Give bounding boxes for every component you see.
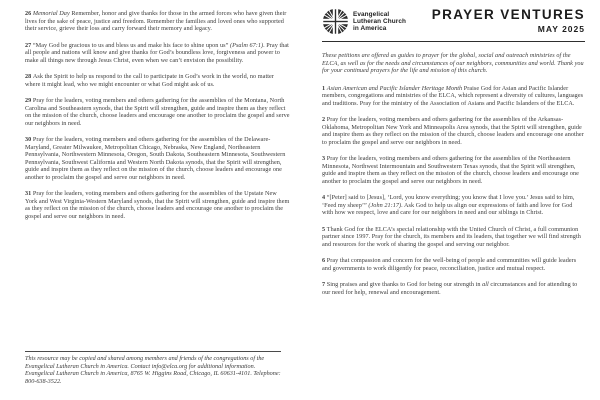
text-segment: Asian American and Pacific Islander Heritage Month xyxy=(326,84,463,92)
footer-note xyxy=(25,351,283,385)
text-segment: Pray for the leaders, voting members and others gathering for the assemblies of the Montana, North Carolina and Southeastern synods, that the Spirit will strengthen, guide and inspire them as they reflect on the mission of the church, choose leaders and encourage one another to proclaim the gospel and serve our neighbors in need. xyxy=(25,97,290,127)
right-prayer-items xyxy=(322,85,585,297)
text-segment: Pray for the leaders, voting members and others gathering for the assemblies of the Arkansas-Oklahoma, Metropolitan New York and Minneapolis Area synods, that the Spirit will strengthen, guide and inspire them as they reflect on the mission of the church, choose leaders and encourage one another to proclaim the gospel and serve our neighbors in need. xyxy=(322,116,584,146)
text-segment: Praise God for Asian and Pacific Islander members, congregations and ministries of the ELCA, which represent a diversity of cultures, languages and traditions. Pray for the ministry of the Association of Asians and Pacific Islanders of the ELCA. xyxy=(322,84,584,107)
prayer-item xyxy=(322,226,585,249)
text-segment: Sing praises and give thanks to God for being our strength in xyxy=(326,281,483,288)
text-segment: . Pray that all people and nations will know and give thanks for God’s boundless love, forgiveness and power to make all things new through Jesus Christ, even when we can’t envision the possibility. xyxy=(25,41,289,64)
prayer-item xyxy=(25,73,290,88)
text-segment: 27 xyxy=(25,41,33,49)
text-segment: These petitions are offered as guides to prayer for the global, social and outreach ministries of the ELCA, as well as for the needs and circumstances of our neighbors, communities and world. Thank you for your continued prayers for the life and mission of this church. xyxy=(322,52,584,74)
logo-line-2: Lutheran Church xyxy=(353,17,406,25)
logo-line-3: in America xyxy=(353,25,387,33)
prayer-item xyxy=(25,190,290,220)
text-segment: Pray that compassion and concern for the well-being of people and communities will guide leaders and governments to work diligently for peace, reconciliation, justice and mutual respect. xyxy=(322,257,577,272)
logo-line-1: Evangelical xyxy=(353,10,390,18)
text-segment: 4 xyxy=(322,194,327,201)
logo-wordmark xyxy=(353,11,406,33)
newsletter-title: PRAYER VENTURES xyxy=(431,7,585,22)
prayer-item xyxy=(322,155,585,185)
text-segment: 2 xyxy=(322,116,327,123)
left-prayer-items xyxy=(25,10,290,220)
text-segment: Pray for the leaders, voting members and others gathering for the assemblies of the Delaware-Maryland, Greater Milwaukee, Metropolitan Chicago, Nebraska, New England, Northeastern Pennsylvania, Northwestern Minnesota, Oregon, South Dakota, Southeastern Minnesota, Southwestern Pennsylvania, Southwest California and Western North Dakota synods, that the Spirit will strengthen, guide and inspire them as they reflect on the mission of the church, choose leaders and encourage one another to proclaim the gospel and serve our neighbors in need. xyxy=(25,136,286,181)
text-segment: circumstances and for attending to our need for help, renewal and encouragement. xyxy=(322,281,578,296)
text-segment: Pray for the leaders, voting members and others gathering for the assemblies of the Northeastern Minnesota, Northwest Intermountain and Southwestern Texas synods, that the Spirit will strengthen, guide and inspire them as they reflect on the mission of the church, choose leaders and encourage one another to proclaim the gospel and serve our neighbors in need. xyxy=(322,155,579,185)
issue-date: MAY 2025 xyxy=(537,24,585,34)
text-segment: Pray for the leaders, voting members and others gathering for the assemblies of the Upstate New York and West Virginia-Western Maryland synods, that the Spirit will strengthen, guide and inspire them as they reflect on the mission of the church, choose leaders and encourage one another to proclaim the gospel and serve our neighbors in need. xyxy=(25,190,290,220)
prayer-item xyxy=(322,116,585,146)
text-segment: 29 xyxy=(25,97,33,104)
text-segment: 7 xyxy=(322,281,327,288)
text-segment: Ask the Spirit to help us respond to the call to participate in God’s work in the world, no matter where it might lead, who we might encounter or what God might ask of us. xyxy=(25,73,274,88)
footer-divider xyxy=(25,351,281,352)
prayer-item xyxy=(25,97,290,127)
text-segment: “[Peter] said to [Jesus], ‘Lord, you know everything; you know that I love you.’ Jesus said to him, ‘Feed my sheep’” xyxy=(322,194,575,209)
prayer-item xyxy=(25,10,290,33)
prayer-item xyxy=(322,85,585,108)
right-column xyxy=(322,8,585,305)
masthead xyxy=(432,8,585,34)
text-segment: (Psalm 67:1) xyxy=(230,41,264,49)
intro-paragraph xyxy=(322,52,585,75)
text-segment: 30 xyxy=(25,136,33,143)
text-segment: 6 xyxy=(322,257,327,264)
text-segment: all xyxy=(482,281,489,288)
prayer-item xyxy=(322,281,585,296)
text-segment: Thank God for the ELCA’s special relationship with the United Church of Christ, a full communion partner since 1997. Pray for the church, its members and its leaders, that together we will find strength and resources for the work of sharing the gospel and serving our neighbor. xyxy=(322,225,581,248)
prayer-item xyxy=(322,257,585,272)
header-divider xyxy=(322,41,585,42)
text-segment: . Ask God to help us align our expressions of faith and love for God with how we respect, love and care for our neighbors in need and our siblings in Christ. xyxy=(322,201,573,216)
footer-text xyxy=(25,355,283,385)
left-column xyxy=(25,10,290,229)
elca-logo xyxy=(322,8,406,35)
prayer-item xyxy=(322,194,585,217)
prayer-item xyxy=(25,136,290,181)
text-segment: “May God be gracious to us and bless us and make his face to shine upon us” xyxy=(32,41,231,49)
text-segment: 1 xyxy=(322,84,327,92)
text-segment: Memorial Day xyxy=(32,10,70,17)
text-segment: 5 xyxy=(322,225,327,233)
text-segment: 26 xyxy=(25,10,33,17)
text-segment: Remember, honor and give thanks for those in the armed forces who have given their lives for the sake of peace, justice and freedom. Remember the families and loved ones who supported their service, grieve their loss and carry forward their memory and legacy. xyxy=(25,10,287,32)
newsletter-header xyxy=(322,8,585,35)
elca-globe-cross-icon xyxy=(322,8,349,35)
text-segment: 28 xyxy=(25,73,33,80)
prayer-item xyxy=(25,42,290,65)
text-segment: (John 21:17) xyxy=(368,201,402,209)
text-segment: This resource may be copied and shared among members and friends of the congregations of the Evangelical Lutheran Church in America. Contact info@elca.org for additional information. Evangelical Lutheran Church in America, 8765 W. Higgins Road, Chicago, IL 60631-4101. Telephone: 800-638-3522. xyxy=(25,355,281,385)
text-segment: 3 xyxy=(322,155,327,162)
text-segment: 31 xyxy=(25,190,33,197)
